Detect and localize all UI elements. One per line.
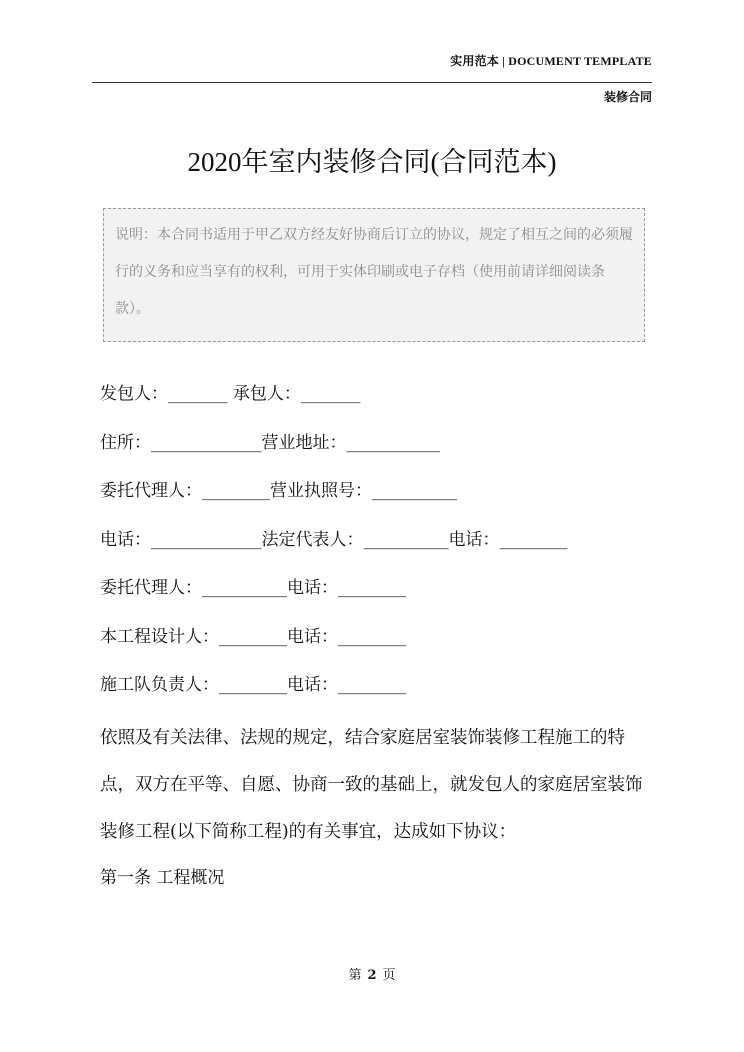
agent-phone-line: 委托代理人：__________电话：________ (100, 578, 406, 598)
document-title: 2020年室内装修合同(合同范本) (187, 147, 557, 177)
construction-lead-line: 施工队负责人：________电话：________ (100, 675, 406, 695)
contract-body (100, 376, 656, 896)
agent-license-line: 委托代理人：________营业执照号：__________ (100, 481, 457, 501)
page-suffix: 页 (382, 968, 396, 983)
page-number: 2 (367, 968, 377, 983)
designer-phone-line: 本工程设计人：________电话：________ (100, 626, 406, 647)
page-prefix: 第 (348, 968, 362, 983)
instruction-note-box (103, 208, 645, 342)
header-divider (92, 82, 652, 83)
section-heading: 第一条 工程概况 (100, 867, 225, 888)
party-fields-line: 发包人：_______ 承包人：_______ (100, 384, 361, 404)
phone-representative-line: 电话：_____________法定代表人：__________电话：________ (100, 529, 568, 550)
agreement-paragraph: 依照及有关法律、法规的规定，结合家庭居室装饰装修工程施工的特点，双方在平等、自愿、协商一致的基础上，就发包人的家庭居室装饰装修工程(以下简称工程)的有关事宜，达成如下协议： (100, 727, 643, 842)
header-template-label: 实用范本 | DOCUMENT TEMPLATE (450, 54, 652, 68)
instruction-note-text: 说明：本合同书适用于甲乙双方经友好协商后订立的协议，规定了相互之间的必须履行的义务和应当享有的权利，可用于实体印刷或电子存档（使用前请详细阅读条款）。 (115, 227, 633, 317)
address-fields-line: 住所：_____________营业地址：___________ (100, 432, 440, 453)
header-category: 装修合同 (603, 90, 652, 104)
page-footer (0, 964, 744, 983)
